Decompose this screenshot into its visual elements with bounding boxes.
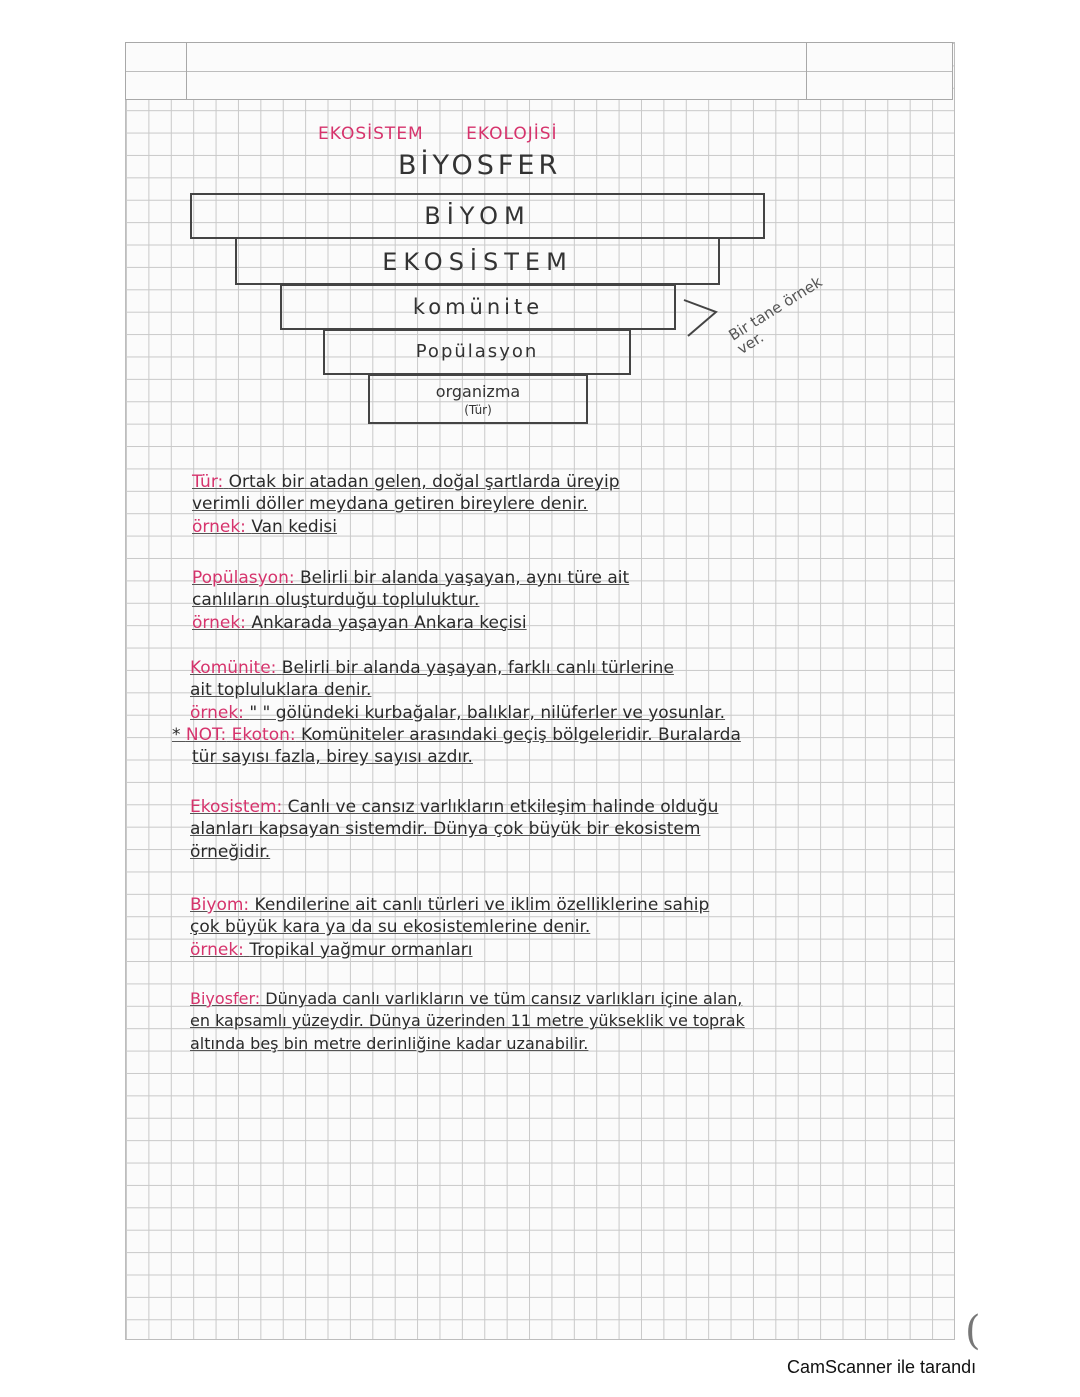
note-tur	[192, 471, 620, 538]
bracket-arrow-icon	[680, 292, 722, 344]
note-line: canlıların oluşturduğu topluluktur.	[192, 590, 480, 611]
label-ekosistem: EKOSİSTEM	[318, 124, 424, 144]
note-ekosistem	[190, 796, 718, 863]
note-populasyon	[192, 567, 629, 634]
star-icon: *	[172, 725, 181, 745]
note-line: Kendilerine ait canlı türleri ve iklim özelliklerine sahip	[254, 895, 710, 915]
pyramid-level-populasyon	[323, 329, 631, 375]
note-label: NOT:	[185, 725, 227, 745]
note-line: Komüniteler arasındaki geçiş bölgeleridir. Buralarda	[301, 725, 741, 745]
term-biyosfer: Biyosfer:	[190, 989, 261, 1008]
header-band	[125, 42, 953, 100]
pyramid-label: BİYOM	[424, 202, 531, 230]
term-biyom: Biyom:	[190, 895, 250, 915]
note-line: alanları kapsayan sistemdir. Dünya çok büyük bir ekosistem	[190, 819, 701, 840]
pyramid-sublabel: (Tür)	[464, 403, 492, 417]
term-ekoton: Ekoton:	[231, 725, 296, 745]
pyramid-level-ekosistem	[235, 237, 720, 285]
note-line: Dünyada canlı varlıkların ve tüm cansız varlıkları içine alan,	[265, 989, 743, 1008]
example-label: örnek:	[190, 702, 244, 723]
top-labels	[318, 124, 594, 144]
note-line: çok büyük kara ya da su ekosistemlerine denir.	[190, 917, 591, 938]
note-biyom	[190, 894, 709, 961]
note-ekoton	[172, 724, 741, 769]
note-biyosfer	[190, 988, 745, 1055]
pyramid-level-biyom	[190, 193, 765, 239]
pyramid-label: EKOSİSTEM	[382, 248, 573, 276]
side-note: Bir tane örnek ver.	[725, 272, 826, 358]
note-line: ait topluluklara denir.	[190, 680, 372, 701]
term-tur: Tür:	[192, 472, 224, 492]
term-ekosistem: Ekosistem:	[190, 797, 283, 817]
example-label: örnek:	[192, 516, 246, 537]
label-ekolojisi: EKOLOJİSİ	[466, 124, 558, 144]
note-line: altında beş bin metre derinliğine kadar uzanabilir.	[190, 1033, 589, 1053]
note-line: Canlı ve cansız varlıkların etkileşim halinde olduğu	[287, 797, 719, 817]
example-text: Tropikal yağmur ormanları	[249, 939, 473, 960]
note-line: Belirli bir alanda yaşayan, farklı canlı türlerine	[281, 658, 674, 678]
pyramid-label: Popülasyon	[415, 341, 539, 362]
pyramid-label: organizma	[435, 382, 521, 401]
term-populasyon: Popülasyon:	[192, 568, 295, 588]
example-text: Van kedisi	[251, 516, 338, 537]
note-komunite	[190, 657, 725, 724]
note-line: verimli döller meydana getiren bireylere denir.	[192, 494, 588, 515]
example-text: Ankarada yaşayan Ankara keçisi	[251, 612, 527, 633]
note-line: en kapsamlı yüzeydir. Dünya üzerinden 11 metre yükseklik ve toprak	[190, 1011, 745, 1031]
example-label: örnek:	[190, 939, 244, 960]
page-curl-mark: (	[965, 1308, 981, 1354]
pyramid-label: komünite	[412, 295, 544, 319]
term-komunite: Komünite:	[190, 658, 277, 678]
example-text: " " gölündeki kurbağalar, balıklar, nilüferler ve yosunlar.	[249, 702, 726, 723]
pyramid-level-komunite	[280, 284, 676, 330]
scanner-watermark: CamScanner ile tarandı	[787, 1357, 977, 1377]
note-line: Belirli bir alanda yaşayan, aynı türe ait	[299, 568, 630, 588]
note-line: örneğidir.	[190, 841, 271, 862]
biyosfer-title: BİYOSFER	[398, 150, 562, 181]
note-line: Ortak bir atadan gelen, doğal şartlarda üreyip	[228, 472, 620, 492]
pyramid-level-organizma	[368, 374, 588, 424]
example-label: örnek:	[192, 612, 246, 633]
note-line: tür sayısı fazla, birey sayısı azdır.	[192, 747, 473, 768]
